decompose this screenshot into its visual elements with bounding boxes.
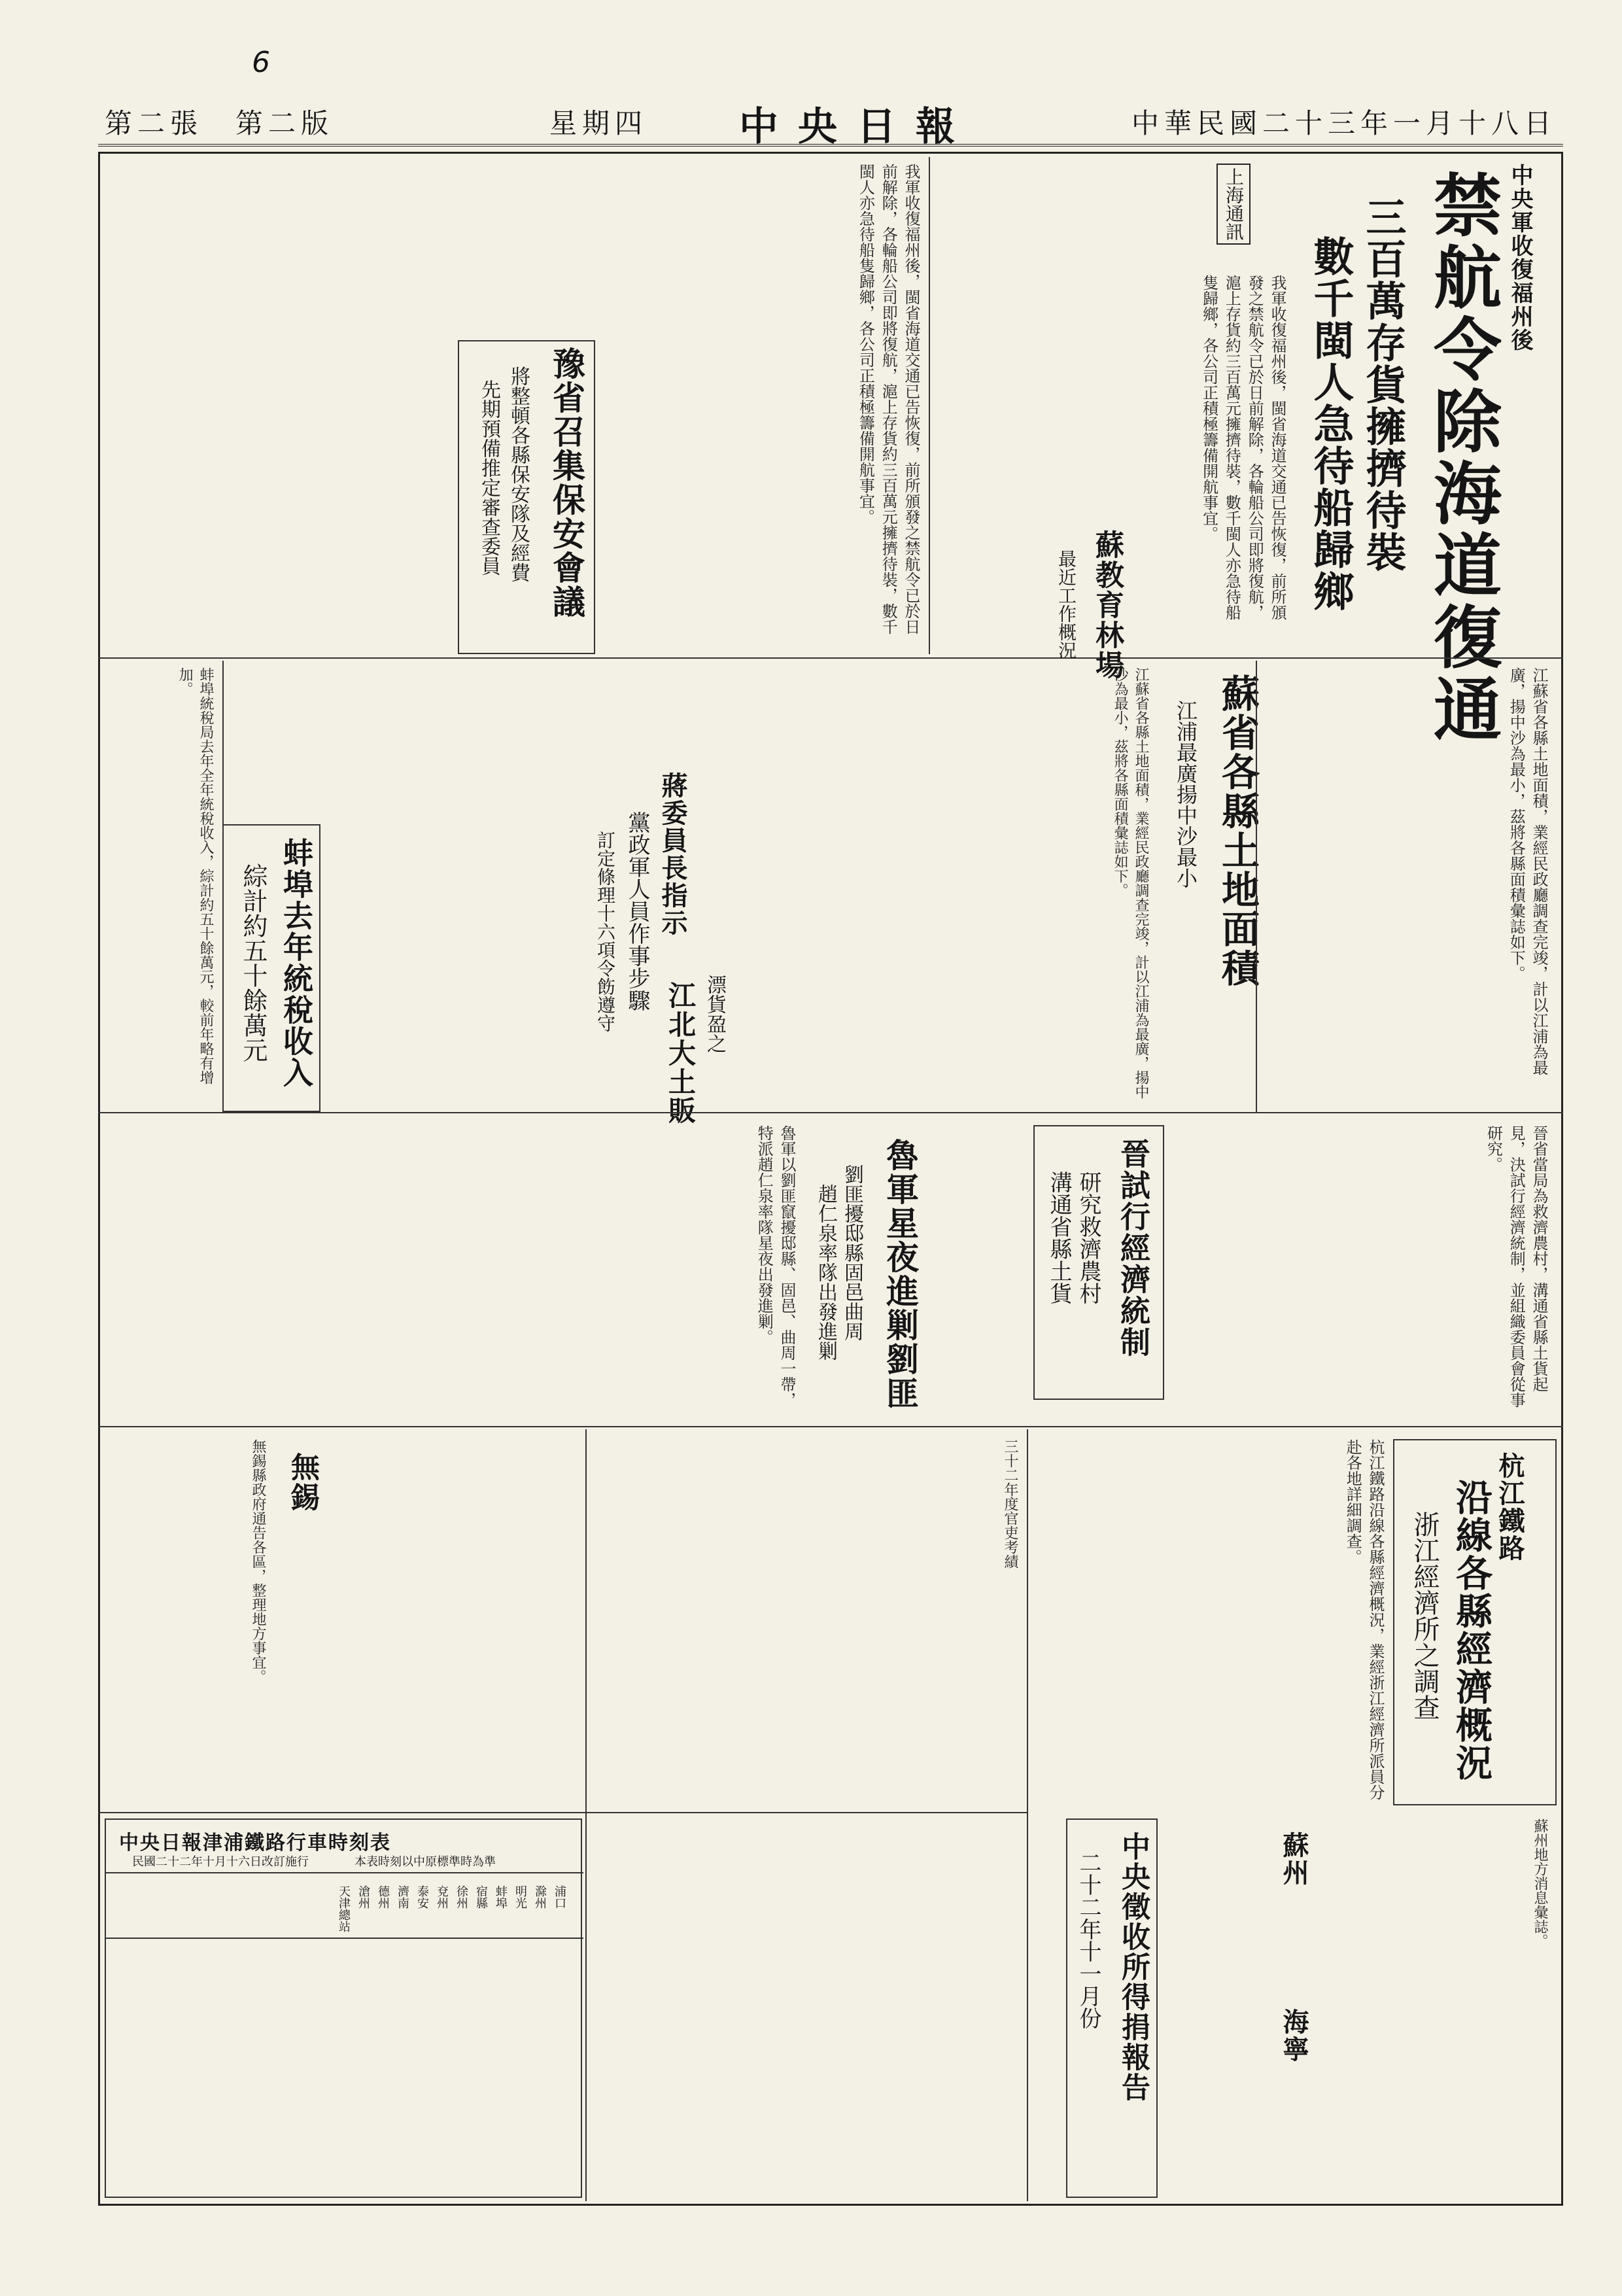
station-5: 宿縣 xyxy=(474,1885,488,1909)
rail-schedule xyxy=(105,1818,582,2198)
party-headline: 蔣委員長指示 xyxy=(657,772,688,937)
schedule-title: 中央日報津浦鐵路行車時刻表 xyxy=(119,1832,391,1854)
newspaper-name: 中央日報 xyxy=(739,104,975,150)
lushi-body: 魯軍以劉匪竄擾邸縣、固邑、曲周一帶，特派趙仁泉率隊星夜出發進剿。 xyxy=(755,1125,796,1408)
henan-subhead-2: 先期預備推定審查委員 xyxy=(477,379,500,576)
jinshi-body: 晉省當局為救濟農村，溝通省縣土貨起見，決試行經濟統制，並組織委員會從事研究。 xyxy=(1484,1125,1548,1408)
zhejiang-headline: 杭江鐵路 xyxy=(1494,1452,1525,1562)
tax-notice-subhead: 二十二年十一月份 xyxy=(1075,1851,1101,2029)
station-10: 德州 xyxy=(376,1885,390,1909)
haining-headline: 海寧 xyxy=(1279,2008,1309,2063)
tax-notice-headline: 中央徵收所得捐報告 xyxy=(1116,1832,1150,2102)
zhejiang-subhead-2: 浙江經濟所之調查 xyxy=(1409,1511,1440,1720)
bengbu-subhead: 綜計約五十餘萬元 xyxy=(239,863,267,1062)
jinshi-subhead-2: 溝通省縣土貨 xyxy=(1046,1171,1072,1304)
jinshi-headline-box xyxy=(1033,1125,1164,1400)
station-6: 徐州 xyxy=(455,1885,468,1909)
zhejiang-subhead-1: 沿線各縣經濟概況 xyxy=(1450,1478,1493,1782)
jinshi-subhead-1: 研究救濟農村 xyxy=(1075,1171,1101,1304)
station-9: 濟南 xyxy=(396,1885,409,1909)
henan-subhead-1: 將整頓各縣保安隊及經費 xyxy=(507,366,530,582)
bengbu-headline-box xyxy=(222,824,320,1112)
henan-headline: 豫省召集保安會議 xyxy=(547,347,586,619)
masthead xyxy=(98,98,1563,150)
bengbu-headline: 蚌埠去年統稅收入 xyxy=(279,837,314,1088)
wuxi-headline: 無錫 xyxy=(286,1452,319,1512)
fuzhou-body-continued: 我軍收復福州後，閩省海道交通已告恢復，前所頒發之禁航令已於日前解除，各輪船公司即將復航，滬上存貨約三百萬元擁擠待裝，數千閩人亦急待船隻歸鄉，各公司正積極籌備開航事宜。 xyxy=(856,164,920,635)
forest-headline: 蘇教育林場 xyxy=(1090,530,1124,680)
jiangbei-subhead: 漂貨盈之 xyxy=(703,975,726,1053)
suzhou-headline: 蘇州 xyxy=(1279,1832,1309,1887)
tax-table: 三十二年度官吏考績 xyxy=(1002,1439,1018,1569)
jinshi-headline: 晉試行經濟統制 xyxy=(1116,1138,1151,1358)
station-3: 明光 xyxy=(513,1885,527,1909)
party-subhead-2: 訂定條理十六項令飭遵守 xyxy=(595,831,616,1032)
schedule-subtitle-1: 民國二十二年十月十六日改訂施行 xyxy=(132,1855,309,1869)
station-8: 泰安 xyxy=(415,1885,429,1909)
bengbu-body: 蚌埠統稅局去年全年統稅收入，綜計約五十餘萬元，較前年略有增加。 xyxy=(177,667,214,1085)
lushi-subhead-2: 趙仁泉率隊出發進剿 xyxy=(814,1184,837,1361)
fuzhou-kicker: 中央軍收復福州後 xyxy=(1507,164,1533,352)
party-subhead-1: 黨政軍人員作事步驟 xyxy=(624,811,650,1011)
station-12: 天津總站 xyxy=(337,1885,351,1932)
forest-subhead: 最近工作概況 xyxy=(1056,549,1077,659)
jiangbei-headline: 江北大土販 xyxy=(664,981,697,1125)
fuzhou-subhead-2: 數千閩人急待船歸鄉 xyxy=(1307,235,1355,612)
fuzhou-tag: 上海通訊 xyxy=(1216,164,1251,245)
wuxi-body: 無錫縣政府通告各區，整理地方事宜。 xyxy=(250,1439,266,1684)
land-body: 江蘇省各縣土地面積，業經民政廳調查完竣，計以江浦為最廣，揚中沙為最小，茲將各縣面積彙誌如下。 xyxy=(1507,667,1548,1075)
weekday: 星期四 xyxy=(549,107,648,139)
fuzhou-headline: 禁航令除海道復通 xyxy=(1422,170,1502,746)
fuzhou-body: 我軍收復福州後，閩省海道交通已告恢復，前所頒發之禁航令已於日前解除，各輪船公司即將復航，滬上存貨約三百萬元擁擠待裝，數千閩人亦急待船隻歸鄉，各公司正積極籌備開航事宜。 xyxy=(1199,275,1286,620)
zhejiang-body: 杭江鐵路沿線各縣經濟概況，業經浙江經濟所派員分赴各地詳細調查。 xyxy=(1343,1439,1385,1800)
lushi-subhead-1: 劉匪擾邸縣固邑曲周 xyxy=(840,1164,863,1341)
zhejiang-headline-box xyxy=(1393,1439,1557,1805)
schedule-subtitle-2: 本表時刻以中原標準時為準 xyxy=(354,1855,496,1869)
station-11: 滄州 xyxy=(356,1885,370,1909)
station-7: 兗州 xyxy=(435,1885,449,1909)
tax-notice-box xyxy=(1066,1818,1158,2198)
page-number: 第二張 第二版 xyxy=(105,107,334,139)
station-4: 蚌埠 xyxy=(494,1885,508,1909)
land-subhead: 江浦最廣揚中沙最小 xyxy=(1173,700,1198,888)
issue-date: 中華民國二十三年一月十八日 xyxy=(1131,107,1557,139)
fuzhou-subhead-1: 三百萬存貨擁擠待裝 xyxy=(1359,196,1407,573)
land-table: 江蘇省各縣土地面積，業經民政廳調查完竣，計以江浦為最廣，揚中沙為最小，茲將各縣面積彙誌如下。 xyxy=(1112,667,1149,1099)
lushi-headline: 魯軍星夜進剿劉匪 xyxy=(881,1138,920,1410)
henan-headline-box xyxy=(458,340,595,654)
station-1: 浦口 xyxy=(553,1885,566,1909)
handwritten-mark: 6 xyxy=(252,46,270,79)
station-2: 滁州 xyxy=(533,1885,547,1909)
land-headline: 蘇省各縣土地面積 xyxy=(1215,674,1260,988)
suzhou-body: 蘇州地方消息彙誌。 xyxy=(1532,1818,1548,1948)
